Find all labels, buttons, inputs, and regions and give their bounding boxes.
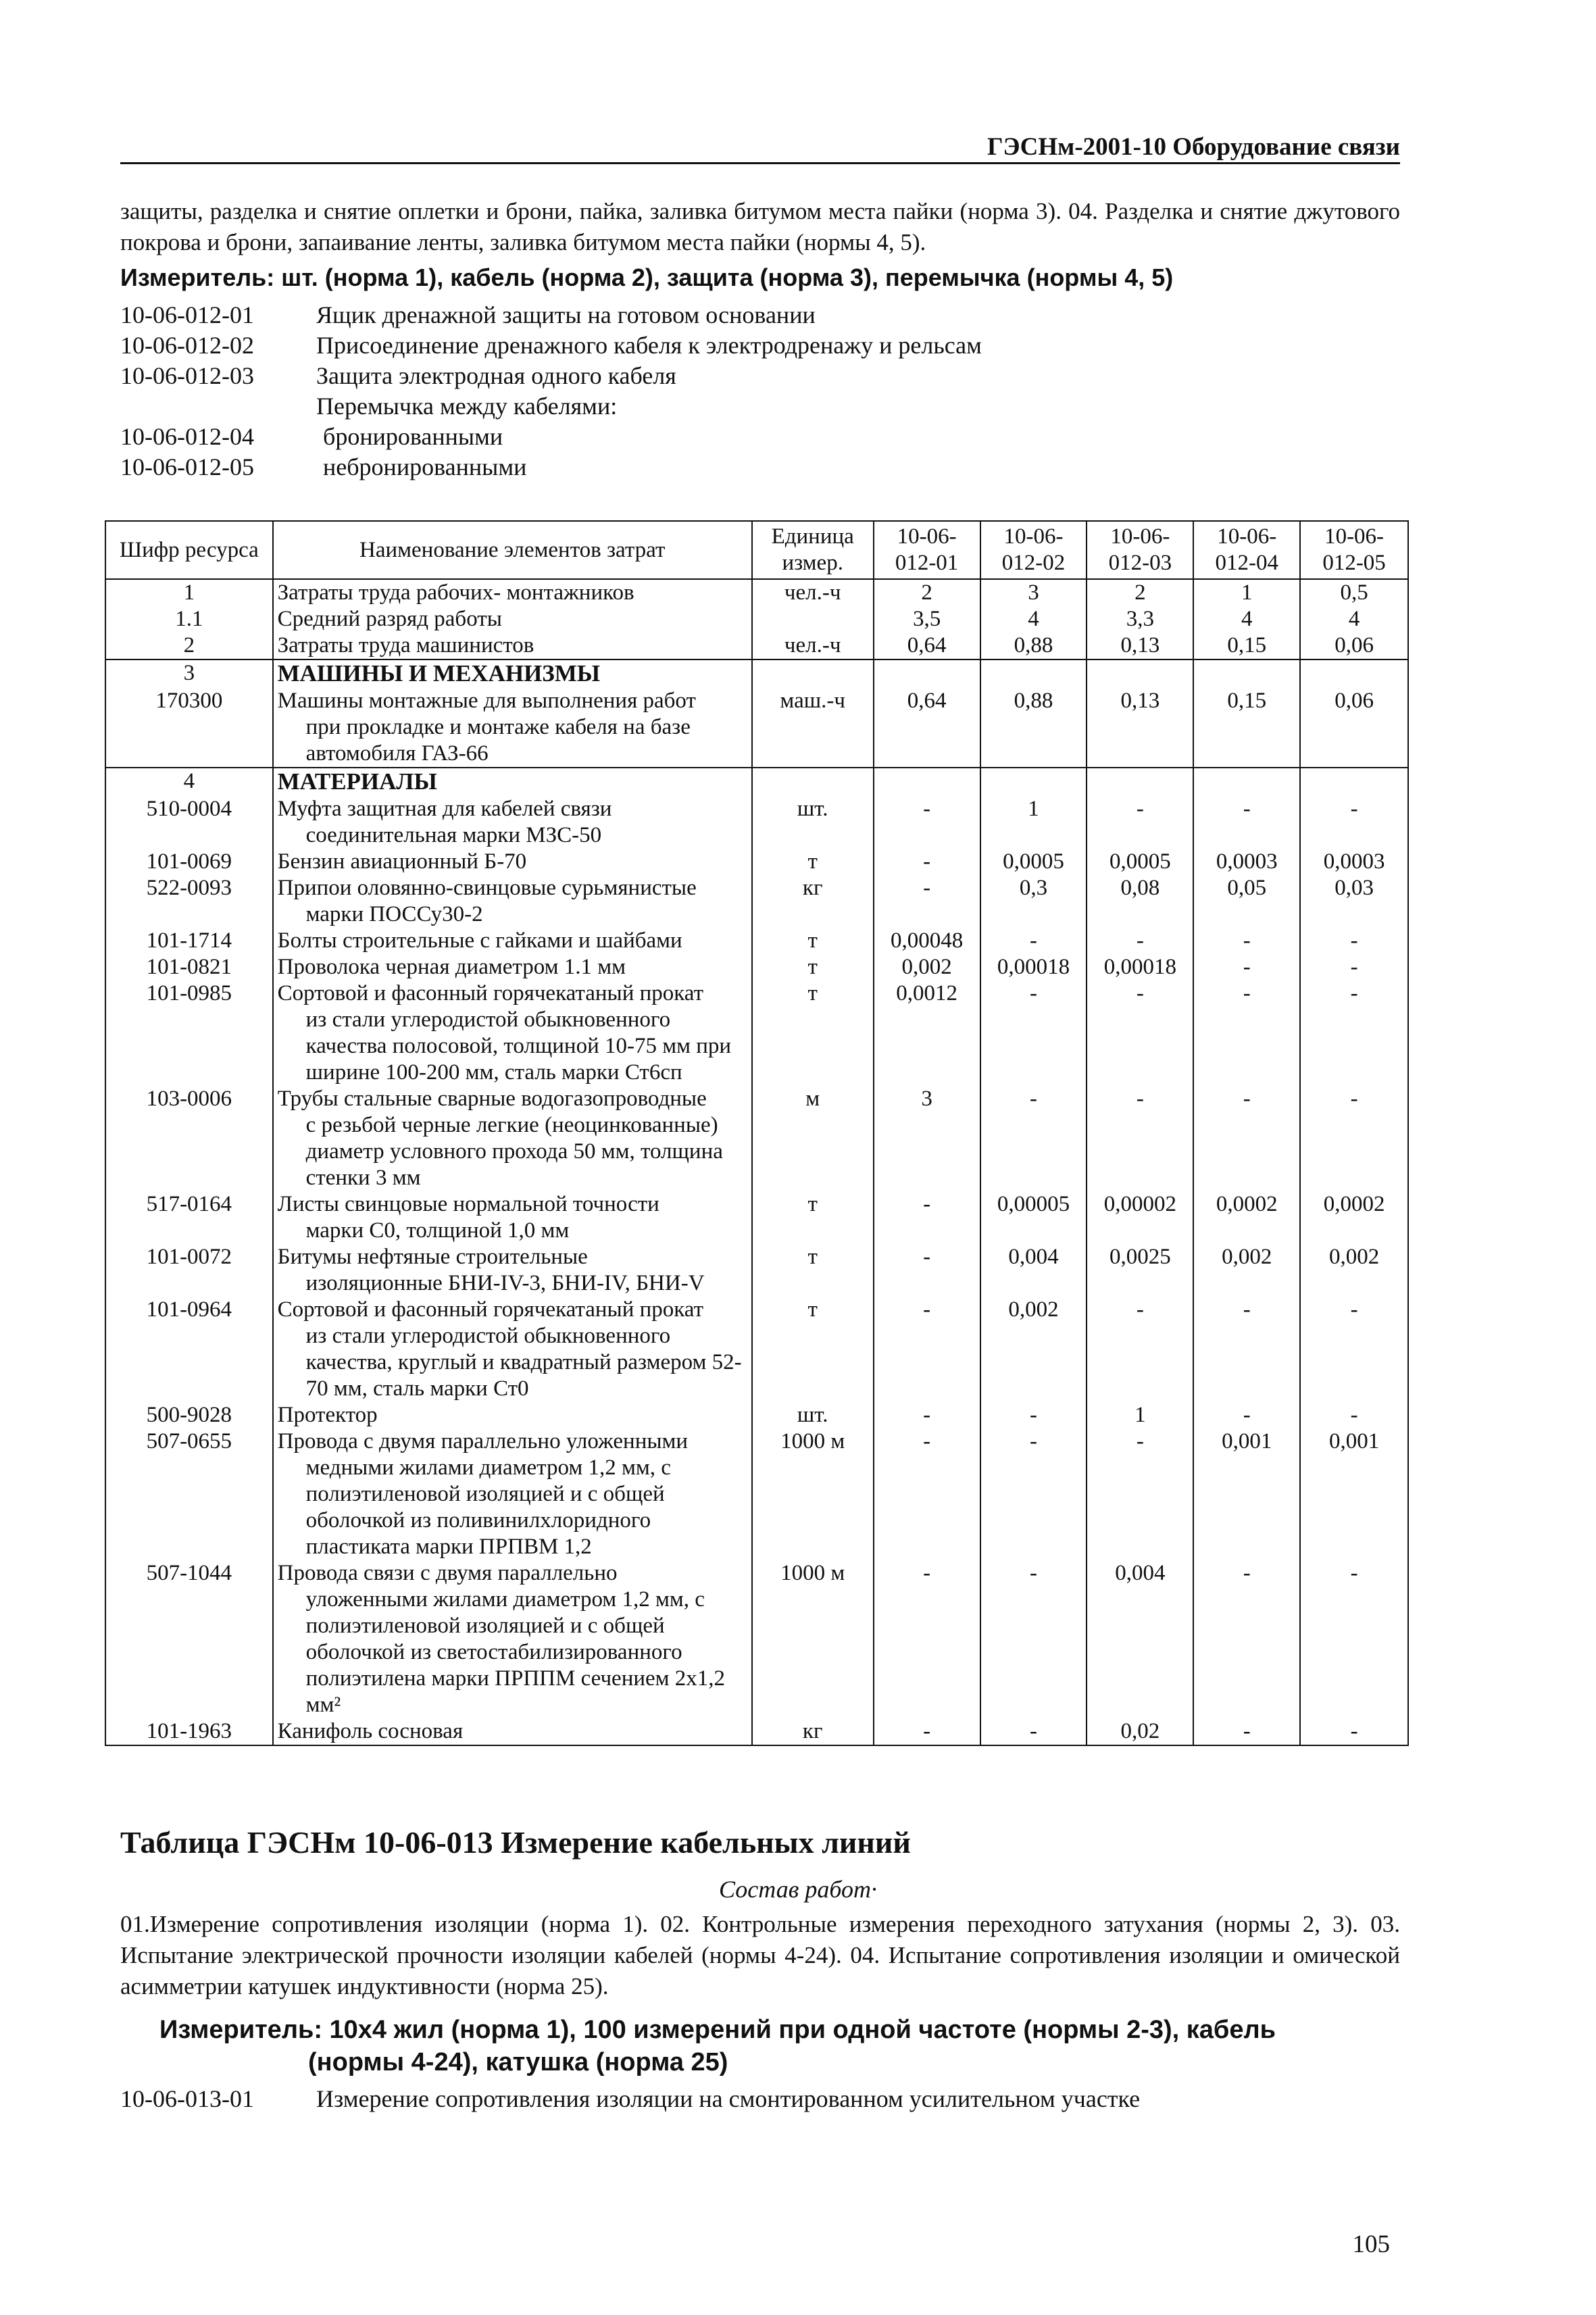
- resource-code-cell: 507-1044: [105, 1560, 273, 1718]
- unit-cell: т: [752, 849, 874, 875]
- resource-name-cell: [273, 1297, 752, 1402]
- resource-name: Листы свинцовые нормальной точности: [277, 1192, 659, 1216]
- value-cell-norm-05: 0,5: [1300, 579, 1408, 606]
- resource-name-continuation: с резьбой черные легкие (неоцинкованные) диаметр условного прохода 50 мм, толщина стенки 3 мм: [305, 1113, 723, 1190]
- value-cell-norm-02: 0,0005: [980, 849, 1087, 875]
- resource-name-cell: [273, 768, 752, 796]
- value-cell-norm-01: 0,00048: [874, 928, 980, 954]
- value-cell-norm-05: 0,06: [1300, 632, 1408, 659]
- value-cell-norm-04: -: [1193, 1086, 1300, 1191]
- value-cell-norm-02: 3: [980, 579, 1087, 606]
- value-cell-norm-04: 0,0003: [1193, 849, 1300, 875]
- value-cell-norm-05: 0,03: [1300, 875, 1408, 928]
- value-cell-norm-02: 0,3: [980, 875, 1087, 928]
- table13-measure-line1: Измеритель: 10х4 жил (норма 1), 100 измерений при одной частоте (нормы 2-3), кабель: [159, 2016, 1276, 2044]
- unit-cell: [752, 768, 874, 796]
- value-cell-norm-02: 0,004: [980, 1244, 1087, 1297]
- value-cell-norm-04: [1193, 659, 1300, 688]
- value-cell-norm-03: -: [1087, 928, 1193, 954]
- value-cell-norm-03: [1087, 659, 1193, 688]
- value-cell-norm-01: 0,64: [874, 632, 980, 659]
- value-cell-norm-04: -: [1193, 954, 1300, 980]
- table13-body: 01.Измерение сопротивления изоляции (норма 1). 02. Контрольные измерения переходного затухания (нормы 2, 3). 03. Испытание электрической прочности изоляции кабелей (нормы 4-24). 04. Испытание сопротивления изоляции и омической асимметрии катушек индуктивности (норма 25).: [120, 1911, 1400, 1999]
- value-cell-norm-05: [1300, 659, 1408, 688]
- value-cell-norm-04: [1193, 768, 1300, 796]
- norm-description: Перемычка между кабелями:: [316, 393, 618, 420]
- value-cell-norm-05: -: [1300, 928, 1408, 954]
- unit-cell: т: [752, 1297, 874, 1402]
- unit-cell: шт.: [752, 796, 874, 849]
- resource-name-cell: [273, 1718, 752, 1745]
- value-cell-norm-04: -: [1193, 980, 1300, 1086]
- value-cell-norm-04: 1: [1193, 579, 1300, 606]
- value-cell-norm-03: 0,08: [1087, 875, 1193, 928]
- table13-sostav: Состав работ·: [719, 1876, 877, 1903]
- norm-description: Защита электродная одного кабеля: [316, 362, 676, 389]
- resource-code-cell: 4: [105, 768, 273, 796]
- table-row: [105, 688, 1408, 768]
- resource-name-continuation: изоляционные БНИ-IV-3, БНИ-IV, БНИ-V: [305, 1271, 705, 1295]
- resource-name: Затраты труда рабочих- монтажников: [277, 580, 634, 605]
- resource-name-continuation: при прокладке и монтаже кабеля на базе автомобиля ГАЗ-66: [305, 715, 691, 766]
- value-cell-norm-04: 0,002: [1193, 1244, 1300, 1297]
- value-cell-norm-01: -: [874, 875, 980, 928]
- table-row: [105, 980, 1408, 1086]
- value-cell-norm-04: -: [1193, 1718, 1300, 1745]
- value-cell-norm-01: -: [874, 796, 980, 849]
- table-row: [105, 659, 1408, 688]
- value-cell-norm-05: -: [1300, 1718, 1408, 1745]
- table-header-row: [105, 521, 1408, 579]
- table-row: [105, 1560, 1408, 1718]
- norm-description: Ящик дренажной защиты на готовом основании: [316, 301, 816, 328]
- table-row: [105, 1718, 1408, 1745]
- value-cell-norm-04: 0,001: [1193, 1428, 1300, 1560]
- resource-code-cell: 517-0164: [105, 1191, 273, 1244]
- value-cell-norm-03: 3,3: [1087, 606, 1193, 632]
- table-row: [105, 796, 1408, 849]
- value-cell-norm-04: 0,0002: [1193, 1191, 1300, 1244]
- table-row: [105, 1402, 1408, 1428]
- norm-code: 10-06-012-04: [120, 423, 254, 450]
- resource-name-cell: [273, 954, 752, 980]
- table13-norm-desc: Измерение сопротивления изоляции на смонтированном усилительном участке: [316, 2085, 1141, 2112]
- unit-cell: чел.-ч: [752, 632, 874, 659]
- resource-name-cell: [273, 579, 752, 606]
- resource-name: МАТЕРИАЛЫ: [277, 768, 437, 795]
- resource-code-cell: 507-0655: [105, 1428, 273, 1560]
- value-cell-norm-03: -: [1087, 1297, 1193, 1402]
- resource-code-cell: 2: [105, 632, 273, 659]
- resource-name: Средний разряд работы: [277, 607, 502, 631]
- value-cell-norm-04: 4: [1193, 606, 1300, 632]
- value-cell-norm-01: -: [874, 1402, 980, 1428]
- resource-name-continuation: уложенными жилами диаметром 1,2 мм, с полиэтиленовой изоляцией и с общей оболочкой из светостабилизированного полиэтилена марки ПРППМ сечением 2х1,2 мм²: [305, 1587, 726, 1717]
- resource-table: [105, 520, 1409, 1746]
- col-header-norm-01: 10-06-012-01: [874, 521, 980, 579]
- norm-code: 10-06-012-03: [120, 362, 254, 389]
- resource-name-continuation: марки ПОССу30-2: [305, 902, 483, 926]
- resource-name: Проволока черная диаметром 1.1 мм: [277, 955, 626, 979]
- value-cell-norm-04: -: [1193, 928, 1300, 954]
- resource-name: Провода связи с двумя параллельно: [277, 1561, 618, 1585]
- value-cell-norm-01: 3: [874, 1086, 980, 1191]
- unit-cell: т: [752, 954, 874, 980]
- table-row: [105, 1428, 1408, 1560]
- resource-name-continuation: из стали углеродистой обыкновенного качества полосовой, толщиной 10-75 мм при ширине 100-200 мм, сталь марки Ст6сп: [305, 1007, 732, 1085]
- col-header-code: Шифр ресурса: [105, 521, 273, 579]
- value-cell-norm-02: -: [980, 1428, 1087, 1560]
- table-row: [105, 1191, 1408, 1244]
- value-cell-norm-04: 0,05: [1193, 875, 1300, 928]
- value-cell-norm-05: 0,0003: [1300, 849, 1408, 875]
- intro-paragraph: защиты, разделка и снятие оплетки и брони, пайка, заливка битумом места пайки (норма 3). 04. Разделка и снятие джутового покрова и брони, запаивание ленты, заливка битумом места пайки (нормы 4, 5).: [120, 198, 1400, 255]
- resource-name-cell: [273, 1402, 752, 1428]
- resource-name: Сортовой и фасонный горячекатаный прокат: [277, 1297, 704, 1322]
- value-cell-norm-03: 2: [1087, 579, 1193, 606]
- value-cell-norm-04: -: [1193, 1402, 1300, 1428]
- table13-measure-line2: (нормы 4-24), катушка (норма 25): [308, 2048, 728, 2076]
- table-row: [105, 579, 1408, 606]
- unit-cell: [752, 606, 874, 632]
- value-cell-norm-03: 0,0025: [1087, 1244, 1193, 1297]
- unit-cell: кг: [752, 875, 874, 928]
- resource-name-continuation: соединительная марки МЗС-50: [305, 823, 602, 847]
- value-cell-norm-01: -: [874, 1191, 980, 1244]
- value-cell-norm-01: 0,64: [874, 688, 980, 768]
- table-body: [105, 579, 1408, 1745]
- resource-name-cell: [273, 1428, 752, 1560]
- value-cell-norm-02: [980, 659, 1087, 688]
- value-cell-norm-01: [874, 768, 980, 796]
- value-cell-norm-02: 0,88: [980, 632, 1087, 659]
- table13-norm-code: 10-06-013-01: [120, 2085, 254, 2112]
- norm-code: 10-06-012-01: [120, 301, 254, 328]
- resource-name: Бензин авиационный Б-70: [277, 849, 527, 874]
- table-row: [105, 1297, 1408, 1402]
- resource-code-cell: 103-0006: [105, 1086, 273, 1191]
- table13-measure: [159, 2014, 1389, 2078]
- value-cell-norm-05: 0,002: [1300, 1244, 1408, 1297]
- value-cell-norm-05: 0,06: [1300, 688, 1408, 768]
- value-cell-norm-01: -: [874, 1560, 980, 1718]
- resource-name-cell: [273, 849, 752, 875]
- col-header-norm-04: 10-06-012-04: [1193, 521, 1300, 579]
- value-cell-norm-02: 0,00018: [980, 954, 1087, 980]
- resource-code-cell: 101-1714: [105, 928, 273, 954]
- value-cell-norm-02: -: [980, 1402, 1087, 1428]
- resource-code-cell: 101-0964: [105, 1297, 273, 1402]
- value-cell-norm-03: 0,13: [1087, 688, 1193, 768]
- value-cell-norm-05: 0,001: [1300, 1428, 1408, 1560]
- value-cell-norm-03: 1: [1087, 1402, 1193, 1428]
- resource-name-cell: [273, 796, 752, 849]
- unit-cell: чел.-ч: [752, 579, 874, 606]
- norm-code: 10-06-012-05: [120, 453, 254, 480]
- table-row: [105, 849, 1408, 875]
- resource-name: Муфта защитная для кабелей связи: [277, 797, 612, 821]
- unit-cell: 1000 м: [752, 1560, 874, 1718]
- value-cell-norm-02: 0,88: [980, 688, 1087, 768]
- table-row: [105, 928, 1408, 954]
- unit-cell: т: [752, 1244, 874, 1297]
- resource-code-cell: 170300: [105, 688, 273, 768]
- resource-name: Машины монтажные для выполнения работ: [277, 689, 696, 713]
- value-cell-norm-01: 0,0012: [874, 980, 980, 1086]
- value-cell-norm-05: -: [1300, 1086, 1408, 1191]
- resource-name-cell: [273, 1560, 752, 1718]
- unit-cell: т: [752, 928, 874, 954]
- resource-name-cell: [273, 632, 752, 659]
- resource-name: Канифоль сосновая: [277, 1719, 464, 1743]
- resource-code-cell: 1: [105, 579, 273, 606]
- unit-cell: м: [752, 1086, 874, 1191]
- resource-name-continuation: медными жилами диаметром 1,2 мм, с полиэтиленовой изоляцией и с общей оболочкой из поливинилхлоридного пластиката марки ПРПВМ 1,2: [305, 1455, 671, 1559]
- value-cell-norm-05: -: [1300, 980, 1408, 1086]
- value-cell-norm-01: 3,5: [874, 606, 980, 632]
- resource-name-continuation: марки С0, толщиной 1,0 мм: [305, 1218, 570, 1243]
- value-cell-norm-02: -: [980, 1560, 1087, 1718]
- table-row: [105, 1086, 1408, 1191]
- resource-code-cell: 3: [105, 659, 273, 688]
- unit-cell: кг: [752, 1718, 874, 1745]
- value-cell-norm-03: 0,00002: [1087, 1191, 1193, 1244]
- resource-name: Протектор: [277, 1403, 378, 1427]
- resource-code-cell: 101-0069: [105, 849, 273, 875]
- value-cell-norm-02: -: [980, 928, 1087, 954]
- value-cell-norm-03: -: [1087, 980, 1193, 1086]
- value-cell-norm-01: [874, 659, 980, 688]
- norm-description: Присоединение дренажного кабеля к электродренажу и рельсам: [316, 332, 982, 359]
- value-cell-norm-01: 0,002: [874, 954, 980, 980]
- resource-name-cell: [273, 980, 752, 1086]
- value-cell-norm-02: 0,00005: [980, 1191, 1087, 1244]
- resource-name-cell: [273, 1244, 752, 1297]
- value-cell-norm-05: -: [1300, 1402, 1408, 1428]
- resource-name: Сортовой и фасонный горячекатаный прокат: [277, 981, 704, 1005]
- value-cell-norm-01: 2: [874, 579, 980, 606]
- value-cell-norm-03: -: [1087, 796, 1193, 849]
- value-cell-norm-04: -: [1193, 1297, 1300, 1402]
- resource-code-cell: 101-0821: [105, 954, 273, 980]
- table-row: [105, 954, 1408, 980]
- value-cell-norm-02: 1: [980, 796, 1087, 849]
- resource-code-cell: 1.1: [105, 606, 273, 632]
- col-header-name: Наименование элементов затрат: [273, 521, 752, 579]
- header-rule: [120, 162, 1400, 164]
- value-cell-norm-02: -: [980, 1086, 1087, 1191]
- resource-code-cell: 510-0004: [105, 796, 273, 849]
- value-cell-norm-02: -: [980, 980, 1087, 1086]
- resource-name-cell: [273, 659, 752, 688]
- page-number: 105: [1352, 2231, 1390, 2258]
- resource-name: Битумы нефтяные строительные: [277, 1245, 588, 1269]
- value-cell-norm-04: 0,15: [1193, 632, 1300, 659]
- value-cell-norm-01: -: [874, 1718, 980, 1745]
- value-cell-norm-04: -: [1193, 796, 1300, 849]
- resource-name: Припои оловянно-свинцовые сурьмянистые: [277, 876, 697, 900]
- value-cell-norm-02: 4: [980, 606, 1087, 632]
- value-cell-norm-05: -: [1300, 796, 1408, 849]
- value-cell-norm-05: [1300, 768, 1408, 796]
- unit-cell: [752, 659, 874, 688]
- value-cell-norm-01: -: [874, 849, 980, 875]
- norm-description: бронированными: [323, 423, 503, 450]
- value-cell-norm-01: -: [874, 1297, 980, 1402]
- table13-norm: [120, 2085, 1140, 2113]
- value-cell-norm-03: [1087, 768, 1193, 796]
- unit-cell: 1000 м: [752, 1428, 874, 1560]
- resource-name-cell: [273, 606, 752, 632]
- value-cell-norm-04: 0,15: [1193, 688, 1300, 768]
- value-cell-norm-03: 0,004: [1087, 1560, 1193, 1718]
- value-cell-norm-01: -: [874, 1428, 980, 1560]
- value-cell-norm-01: -: [874, 1244, 980, 1297]
- value-cell-norm-05: 4: [1300, 606, 1408, 632]
- col-header-norm-05: 10-06-012-05: [1300, 521, 1408, 579]
- value-cell-norm-03: 0,13: [1087, 632, 1193, 659]
- resource-name-cell: [273, 688, 752, 768]
- resource-code-cell: 101-0985: [105, 980, 273, 1086]
- value-cell-norm-03: 0,0005: [1087, 849, 1193, 875]
- table-row: [105, 606, 1408, 632]
- page-header-title: ГЭСНм-2001-10 Оборудование связи: [987, 133, 1400, 161]
- value-cell-norm-05: 0,0002: [1300, 1191, 1408, 1244]
- col-header-norm-02: 10-06-012-02: [980, 521, 1087, 579]
- resource-name-cell: [273, 928, 752, 954]
- value-cell-norm-04: -: [1193, 1560, 1300, 1718]
- norm-description: небронированными: [323, 453, 527, 480]
- resource-code-cell: 101-1963: [105, 1718, 273, 1745]
- value-cell-norm-03: -: [1087, 1086, 1193, 1191]
- value-cell-norm-05: -: [1300, 1560, 1408, 1718]
- resource-name: Трубы стальные сварные водогазопроводные: [277, 1087, 707, 1111]
- resource-name-continuation: из стали углеродистой обыкновенного качества, круглый и квадратный размером 52-70 мм, сталь марки Ст0: [305, 1324, 742, 1401]
- value-cell-norm-02: 0,002: [980, 1297, 1087, 1402]
- resource-name: Болты строительные с гайками и шайбами: [277, 928, 682, 953]
- resource-name-cell: [273, 1191, 752, 1244]
- resource-code-cell: 101-0072: [105, 1244, 273, 1297]
- table-row: [105, 632, 1408, 659]
- value-cell-norm-03: 0,02: [1087, 1718, 1193, 1745]
- resource-name: МАШИНЫ И МЕХАНИЗМЫ: [277, 660, 601, 687]
- measure-012: Измеритель: шт. (норма 1), кабель (норма 2), защита (норма 3), перемычка (нормы 4, 5): [120, 264, 1174, 291]
- value-cell-norm-02: [980, 768, 1087, 796]
- value-cell-norm-03: -: [1087, 1428, 1193, 1560]
- col-header-norm-03: 10-06-012-03: [1087, 521, 1193, 579]
- value-cell-norm-02: -: [980, 1718, 1087, 1745]
- norm-code: 10-06-012-02: [120, 332, 254, 359]
- table-row: [105, 1244, 1408, 1297]
- value-cell-norm-05: -: [1300, 954, 1408, 980]
- unit-cell: шт.: [752, 1402, 874, 1428]
- resource-code-cell: 522-0093: [105, 875, 273, 928]
- resource-code-cell: 500-9028: [105, 1402, 273, 1428]
- value-cell-norm-05: -: [1300, 1297, 1408, 1402]
- resource-name-cell: [273, 875, 752, 928]
- resource-name: Провода с двумя параллельно уложенными: [277, 1429, 689, 1453]
- table-row: [105, 875, 1408, 928]
- resource-name-cell: [273, 1086, 752, 1191]
- unit-cell: маш.-ч: [752, 688, 874, 768]
- col-header-unit: Единица измер.: [752, 521, 874, 579]
- unit-cell: т: [752, 1191, 874, 1244]
- value-cell-norm-03: 0,00018: [1087, 954, 1193, 980]
- unit-cell: т: [752, 980, 874, 1086]
- table13-title: Таблица ГЭСНм 10-06-013 Измерение кабельных линий: [120, 1825, 911, 1860]
- table-row: [105, 768, 1408, 796]
- resource-name: Затраты труда машинистов: [277, 633, 534, 657]
